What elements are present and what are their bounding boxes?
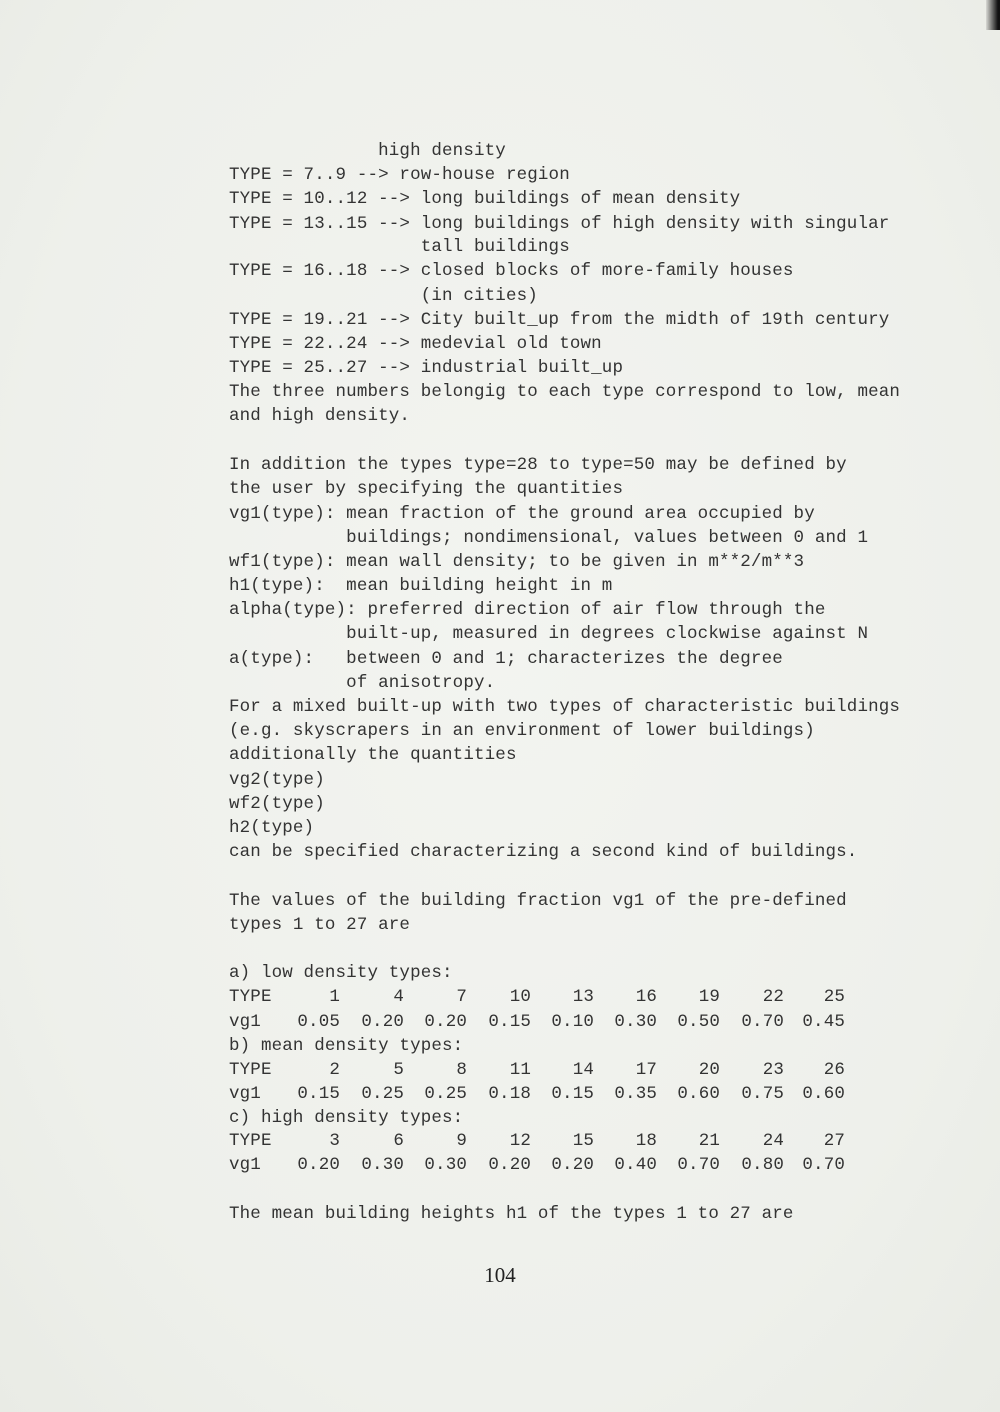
row-label-type: TYPE bbox=[229, 987, 272, 1007]
vg1-cell: 0.60 bbox=[802, 1084, 845, 1104]
type-cell: 22 bbox=[762, 987, 784, 1007]
table-row-type bbox=[229, 1129, 849, 1153]
type-cell: 3 bbox=[329, 1131, 340, 1151]
vg1-cell: 0.30 bbox=[361, 1155, 404, 1175]
vg1-cell: 0.30 bbox=[424, 1155, 467, 1175]
text-line: TYPE = 19..21 --> City built_up from the midth of 19th century bbox=[229, 310, 890, 330]
vg1-cell: 0.60 bbox=[677, 1084, 720, 1104]
row-label-type: TYPE bbox=[229, 1060, 272, 1080]
text-line: The values of the building fraction vg1 of the pre-defined bbox=[229, 891, 847, 911]
type-cell: 19 bbox=[698, 987, 720, 1007]
type-cell: 12 bbox=[509, 1131, 531, 1151]
text-line: wf1(type): mean wall density; to be given in m**2/m**3 bbox=[229, 552, 805, 572]
vg1-cell: 0.40 bbox=[614, 1155, 657, 1175]
text-line: can be specified characterizing a second kind of buildings. bbox=[229, 842, 858, 862]
vg1-cell: 0.05 bbox=[297, 1012, 340, 1032]
type-cell: 13 bbox=[572, 987, 594, 1007]
text-line: high density bbox=[229, 141, 506, 161]
vg1-cell: 0.70 bbox=[741, 1012, 784, 1032]
text-line: The three numbers belongig to each type correspond to low, mean bbox=[229, 382, 901, 402]
vg1-cell: 0.45 bbox=[802, 1012, 845, 1032]
section-heading: c) high density types: bbox=[229, 1108, 464, 1128]
text-line: In addition the types type=28 to type=50 may be defined by bbox=[229, 455, 847, 475]
vg1-cell: 0.20 bbox=[424, 1012, 467, 1032]
text-line: h1(type): mean building height in m bbox=[229, 576, 613, 596]
vg1-cell: 0.20 bbox=[488, 1155, 531, 1175]
table-row-type bbox=[229, 1058, 849, 1082]
type-cell: 27 bbox=[823, 1131, 845, 1151]
section-heading: a) low density types: bbox=[229, 963, 453, 983]
table-row-vg1 bbox=[229, 1010, 849, 1034]
text-line: vg1(type): mean fraction of the ground area occupied by bbox=[229, 504, 815, 524]
vg1-cell: 0.25 bbox=[361, 1084, 404, 1104]
row-label-vg1: vg1 bbox=[229, 1155, 261, 1175]
row-label-vg1: vg1 bbox=[229, 1012, 261, 1032]
text-line: The mean building heights h1 of the types 1 to 27 are bbox=[229, 1204, 794, 1224]
row-label-type: TYPE bbox=[229, 1131, 272, 1151]
type-cell: 18 bbox=[635, 1131, 657, 1151]
type-cell: 2 bbox=[329, 1060, 340, 1080]
text-line: For a mixed built-up with two types of characteristic buildings bbox=[229, 697, 901, 717]
table-row-vg1 bbox=[229, 1082, 849, 1106]
type-cell: 10 bbox=[509, 987, 531, 1007]
vg1-cell: 0.15 bbox=[551, 1084, 594, 1104]
type-cell: 15 bbox=[572, 1131, 594, 1151]
text-line: additionally the quantities bbox=[229, 745, 517, 765]
table-row-vg1 bbox=[229, 1153, 849, 1177]
vg1-cell: 0.20 bbox=[361, 1012, 404, 1032]
page-number: 104 bbox=[484, 1263, 516, 1287]
text-line: TYPE = 16..18 --> closed blocks of more-family houses bbox=[229, 261, 794, 281]
type-cell: 6 bbox=[393, 1131, 404, 1151]
text-line: alpha(type): preferred direction of air flow through the bbox=[229, 600, 826, 620]
type-cell: 14 bbox=[572, 1060, 594, 1080]
section-heading: b) mean density types: bbox=[229, 1036, 464, 1056]
vg1-cell: 0.75 bbox=[741, 1084, 784, 1104]
vg1-cell: 0.10 bbox=[551, 1012, 594, 1032]
text-line: h2(type) bbox=[229, 818, 315, 838]
text-line: (e.g. skyscrapers in an environment of lower buildings) bbox=[229, 721, 815, 741]
vg1-cell: 0.35 bbox=[614, 1084, 657, 1104]
text-line: and high density. bbox=[229, 406, 411, 426]
text-line: TYPE = 22..24 --> medevial old town bbox=[229, 334, 602, 354]
text-line: TYPE = 25..27 --> industrial built_up bbox=[229, 358, 624, 378]
type-cell: 21 bbox=[698, 1131, 720, 1151]
text-line: a(type): between 0 and 1; characterizes the degree bbox=[229, 649, 783, 669]
text-line: (in cities) bbox=[229, 286, 538, 306]
text-line: of anisotropy. bbox=[229, 673, 496, 693]
vg1-cell: 0.70 bbox=[802, 1155, 845, 1175]
type-cell: 24 bbox=[762, 1131, 784, 1151]
type-cell: 7 bbox=[456, 987, 467, 1007]
type-cell: 1 bbox=[329, 987, 340, 1007]
text-line: TYPE = 10..12 --> long buildings of mean density bbox=[229, 189, 741, 209]
type-cell: 16 bbox=[635, 987, 657, 1007]
text-line: TYPE = 13..15 --> long buildings of high density with singular bbox=[229, 214, 890, 234]
vg1-cell: 0.15 bbox=[488, 1012, 531, 1032]
text-line: TYPE = 7..9 --> row-house region bbox=[229, 165, 570, 185]
type-cell: 23 bbox=[762, 1060, 784, 1080]
type-cell: 11 bbox=[509, 1060, 531, 1080]
vg1-cell: 0.30 bbox=[614, 1012, 657, 1032]
text-line: vg2(type) bbox=[229, 770, 325, 790]
type-cell: 8 bbox=[456, 1060, 467, 1080]
type-cell: 5 bbox=[393, 1060, 404, 1080]
type-cell: 26 bbox=[823, 1060, 845, 1080]
vg1-cell: 0.70 bbox=[677, 1155, 720, 1175]
table-row-type bbox=[229, 985, 849, 1009]
text-line: types 1 to 27 are bbox=[229, 915, 411, 935]
vg1-cell: 0.15 bbox=[297, 1084, 340, 1104]
text-line: the user by specifying the quantities bbox=[229, 479, 624, 499]
vg1-cell: 0.25 bbox=[424, 1084, 467, 1104]
type-cell: 20 bbox=[698, 1060, 720, 1080]
type-cell: 4 bbox=[393, 987, 404, 1007]
type-cell: 17 bbox=[635, 1060, 657, 1080]
vg1-cell: 0.18 bbox=[488, 1084, 531, 1104]
text-line: wf2(type) bbox=[229, 794, 325, 814]
vg1-cell: 0.80 bbox=[741, 1155, 784, 1175]
type-cell: 9 bbox=[456, 1131, 467, 1151]
vg1-cell: 0.50 bbox=[677, 1012, 720, 1032]
vg1-cell: 0.20 bbox=[551, 1155, 594, 1175]
text-line: tall buildings bbox=[229, 237, 570, 257]
text-line: buildings; nondimensional, values between 0 and 1 bbox=[229, 528, 869, 548]
row-label-vg1: vg1 bbox=[229, 1084, 261, 1104]
type-cell: 25 bbox=[823, 987, 845, 1007]
vg1-cell: 0.20 bbox=[297, 1155, 340, 1175]
text-line: built-up, measured in degrees clockwise against N bbox=[229, 624, 869, 644]
